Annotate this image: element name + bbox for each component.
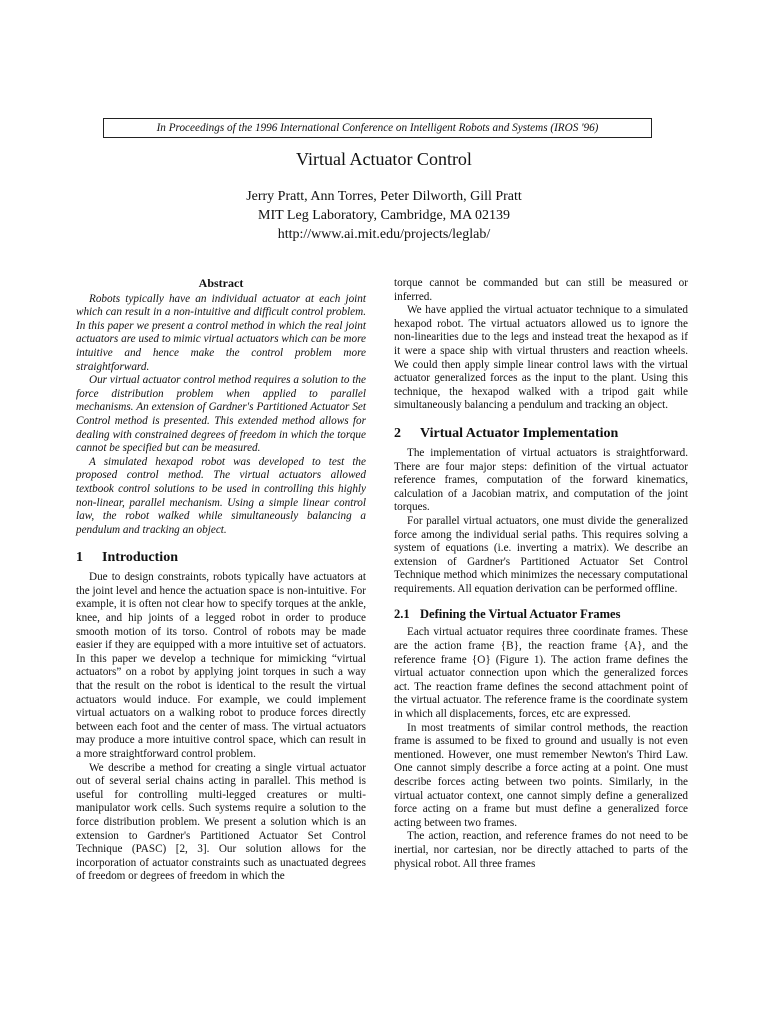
abstract-paragraph: Our virtual actuator control method requires a solution to the force distribution problem when applied to parallel mechanisms. An extension of Gardner's Partitioned Actuator Set Control method is presented. This extended method allows for dealing with constrained degrees of freedom in which the torque cannot be specified but can be measured. bbox=[76, 374, 366, 455]
abstract-paragraph: A simulated hexapod robot was developed to test the proposed control method. The virtual actuators allowed textbook control solutions to be used in controlling this highly non-linear, parallel mechanism. Using a simple linear control law, the robot walked while simultaneously balancing a pendulum and tracking an object. bbox=[76, 455, 366, 536]
body-paragraph: torque cannot be commanded but can still be measured or inferred. bbox=[394, 277, 688, 303]
project-url[interactable]: http://www.ai.mit.edu/projects/leglab/ bbox=[277, 227, 491, 242]
proceedings-banner: In Proceedings of the 1996 International Conference on Intelligent Robots and Systems (IROS '96) bbox=[103, 118, 652, 138]
left-column bbox=[76, 277, 366, 884]
body-paragraph: In most treatments of similar control methods, the reaction frame is assumed to be fixed to ground and usually is not even mentioned. However, one must remember Newton's Third Law. One cannot simply describe a force acting at a point. One must describe forces acting between two points. Similarly, in the virtual actuator context, one cannot simply define a generalized force acting on a frame but must define a generalized force acting between two frames. bbox=[394, 721, 688, 829]
subsection-heading-frames bbox=[394, 606, 688, 622]
subsection-number: 2.1 bbox=[394, 607, 410, 622]
abstract bbox=[76, 277, 366, 537]
implementation-body bbox=[394, 447, 688, 597]
subsection-title: Defining the Virtual Actuator Frames bbox=[420, 607, 621, 622]
body-paragraph: We have applied the virtual actuator technique to a simulated hexapod robot. The virtual actuators allowed us to ignore the non-linearities due to the legs and instead treat the hexapod as if it were a space ship with virtual thrusters and reaction wheels. We could then apply simple linear control laws with the virtual actuator generalized forces as the input to the plant. Using this technique, the hexapod walked with a tripod gait while simultaneously balancing a pendulum and tracking an object. bbox=[394, 304, 688, 412]
section-heading-introduction bbox=[76, 549, 366, 566]
right-column bbox=[394, 277, 688, 871]
author-list: Jerry Pratt, Ann Torres, Peter Dilworth, Gill Pratt bbox=[246, 189, 522, 204]
body-paragraph: For parallel virtual actuators, one must divide the generalized force among the individual serial paths. This requires solving a system of equations (i.e. inverting a matrix). We describe an extension of Gardner's Partitioned Actuator Set Control Technique method which minimizes the necessary computational requirements. All equation derivation can be performed offline. bbox=[394, 514, 688, 595]
section-number: 1 bbox=[76, 550, 83, 566]
section-title: Virtual Actuator Implementation bbox=[420, 425, 619, 441]
body-paragraph: Due to design constraints, robots typically have actuators at the joint level and hence the actuation space is non-intuitive. For example, it is often not clear how to specify torques at the ankle, knee, and hip joints of a legged robot in order to produce smooth motion of its torso. Control of robots may be made easier if they are equipped with a more intuitive set of actuators. In this paper we develop a technique for mimicking “virtual actuators” on a robot by applying joint torques in such a way that the result on the robot is identical to the result the virtual actuators would induce. For example, we could implement virtual actuators on a walking robot to produce forces directly between each foot and the center of mass. The virtual actuators may produce a more intuitive control space, which can result in a more straightforward control problem. bbox=[76, 571, 366, 760]
body-paragraph: The action, reaction, and reference frames do not need to be inertial, nor cartesian, nor be directly attached to parts of the physical robot. All three frames bbox=[394, 830, 688, 870]
section-number: 2 bbox=[394, 425, 401, 441]
body-paragraph: Each virtual actuator requires three coordinate frames. These are the action frame {B}, the reaction frame {A}, and the reference frame {O} (Figure 1). The action frame defines the virtual actuator connection upon which the generalized forces act. The reaction frame defines the second attachment point of the virtual actuator. The reference frame is the coordinate system in which all displacements, forces, etc are expressed. bbox=[394, 626, 688, 721]
introduction-body bbox=[76, 571, 366, 884]
introduction-continued bbox=[394, 277, 688, 413]
frames-body bbox=[394, 626, 688, 871]
body-paragraph: We describe a method for creating a single virtual actuator out of several serial chains acting in parallel. This method is useful for controlling multi-legged creatures or multi-manipulator work cells. Such systems require a solution to the force distribution problem. We present a solution which is an extension to Gardner's Partitioned Actuator Set Control Technique (PASC) [2, 3]. Our solution allows for the incorporation of actuator constraints such as unactuated degrees of freedom or degrees of freedom in which the bbox=[76, 761, 366, 883]
affiliation: MIT Leg Laboratory, Cambridge, MA 02139 bbox=[258, 208, 510, 223]
section-title: Introduction bbox=[102, 550, 178, 566]
abstract-heading: Abstract bbox=[198, 276, 244, 290]
paper-title: Virtual Actuator Control bbox=[296, 149, 472, 169]
abstract-paragraph: Robots typically have an individual actuator at each joint which can result in a non-intuitive and difficult control problem. In this paper we present a control method in which the real joint actuators are used to mimic virtual actuators which can be more intuitive and hence make the control problem more straightforward. bbox=[76, 292, 366, 373]
body-paragraph: The implementation of virtual actuators is straightforward. There are four major steps: definition of the virtual actuator reference frames, computation of the forward kinematics, calculation of a Jacobian matrix, and computation of the joint torques. bbox=[394, 446, 688, 514]
section-heading-implementation bbox=[394, 425, 688, 442]
